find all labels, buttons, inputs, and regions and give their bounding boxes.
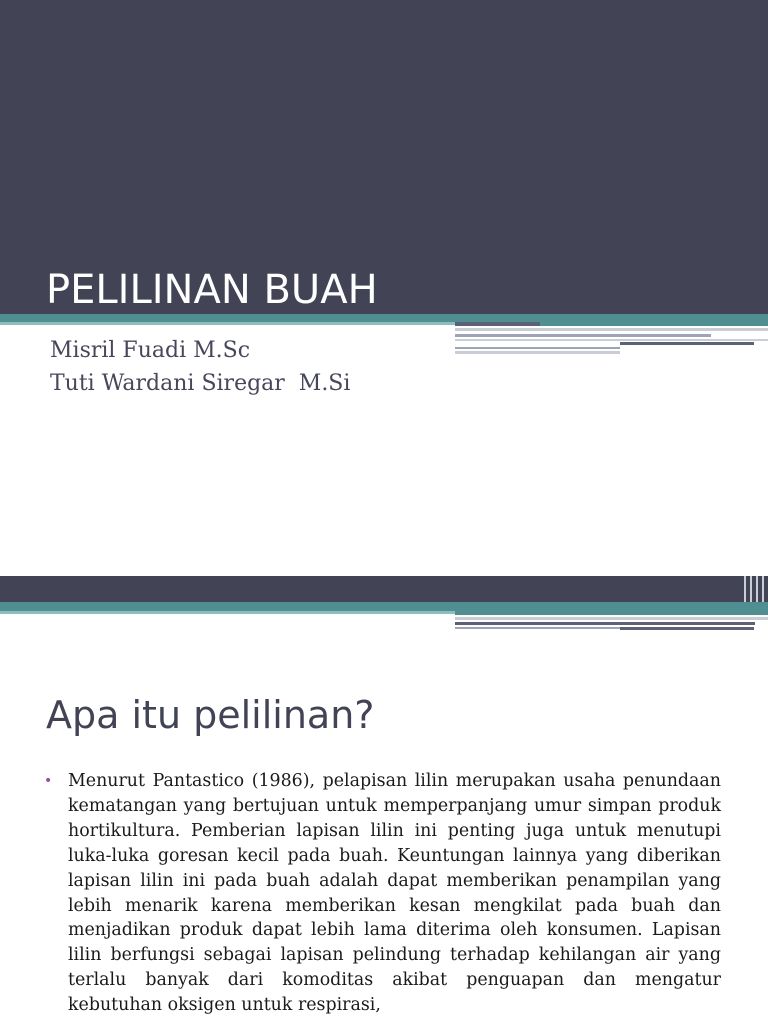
title-slide-light-slate-stripe <box>455 334 711 337</box>
content-slide-slate-stripe <box>455 622 755 625</box>
content-slide-teal-stripe <box>0 602 768 611</box>
author-line: Misril Fuadi M.Sc <box>50 338 251 363</box>
body-paragraph: Menurut Pantastico (1986), pelapisan lilin merupakan usaha penundaan kematangan yang bertujuan untuk memperpanjang umur simpan produk hortikultura. Pemberian lapisan lilin ini penting juga untuk menutupi luka-luka goresan kecil pada buah. Keuntungan lainnya yang diberikan lapisan lilin ini pada buah adalah dapat memberikan penampilan yang lebih menarik karena memberikan kesan mengkilat pada buah dan menjadikan produk dapat lebih lama diterima oleh konsumen. Lapisan lilin berfungsi sebagai lapisan pelindung terhadap kehilangan air yang terlalu banyak dari komoditas akibat penguapan dan mengatur kebutuhan oksigen untuk respirasi, <box>68 771 721 1016</box>
hatch-line <box>762 576 764 602</box>
title-slide-light-slate-stripe-2 <box>455 347 620 349</box>
author-line: Tuti Wardani Siregar M.Si <box>50 371 351 396</box>
title-slide-teal-stripe <box>0 314 768 322</box>
slide-subtitle <box>50 334 350 400</box>
content-slide-thin-stripe <box>0 611 455 614</box>
title-slide-thin-stripe <box>0 322 455 325</box>
slide-title: Apa itu pelilinan? <box>46 693 375 737</box>
content-slide-teal-stripe-2 <box>455 611 768 615</box>
title-slide-grey-stripe-2 <box>455 339 768 341</box>
content-slide-light-slate-stripe <box>455 627 620 629</box>
title-slide-teal-stripe-2 <box>540 322 768 326</box>
content-slide-grey-stripe <box>455 617 768 620</box>
title-slide-grey-stripe-3 <box>455 351 620 354</box>
bullet-icon: • <box>44 773 53 789</box>
hatch-line <box>744 576 746 602</box>
content-slide <box>0 576 768 1024</box>
content-slide-header-band <box>0 576 768 602</box>
hatch-line <box>750 576 752 602</box>
hatch-line <box>756 576 758 602</box>
title-slide-slate-stripe <box>455 322 540 326</box>
slide-title: PELILINAN BUAH <box>46 267 378 313</box>
title-slide-slate-stripe-2 <box>620 342 754 345</box>
title-slide-grey-stripe <box>455 328 768 331</box>
content-slide-slate-stripe-2 <box>620 627 754 630</box>
